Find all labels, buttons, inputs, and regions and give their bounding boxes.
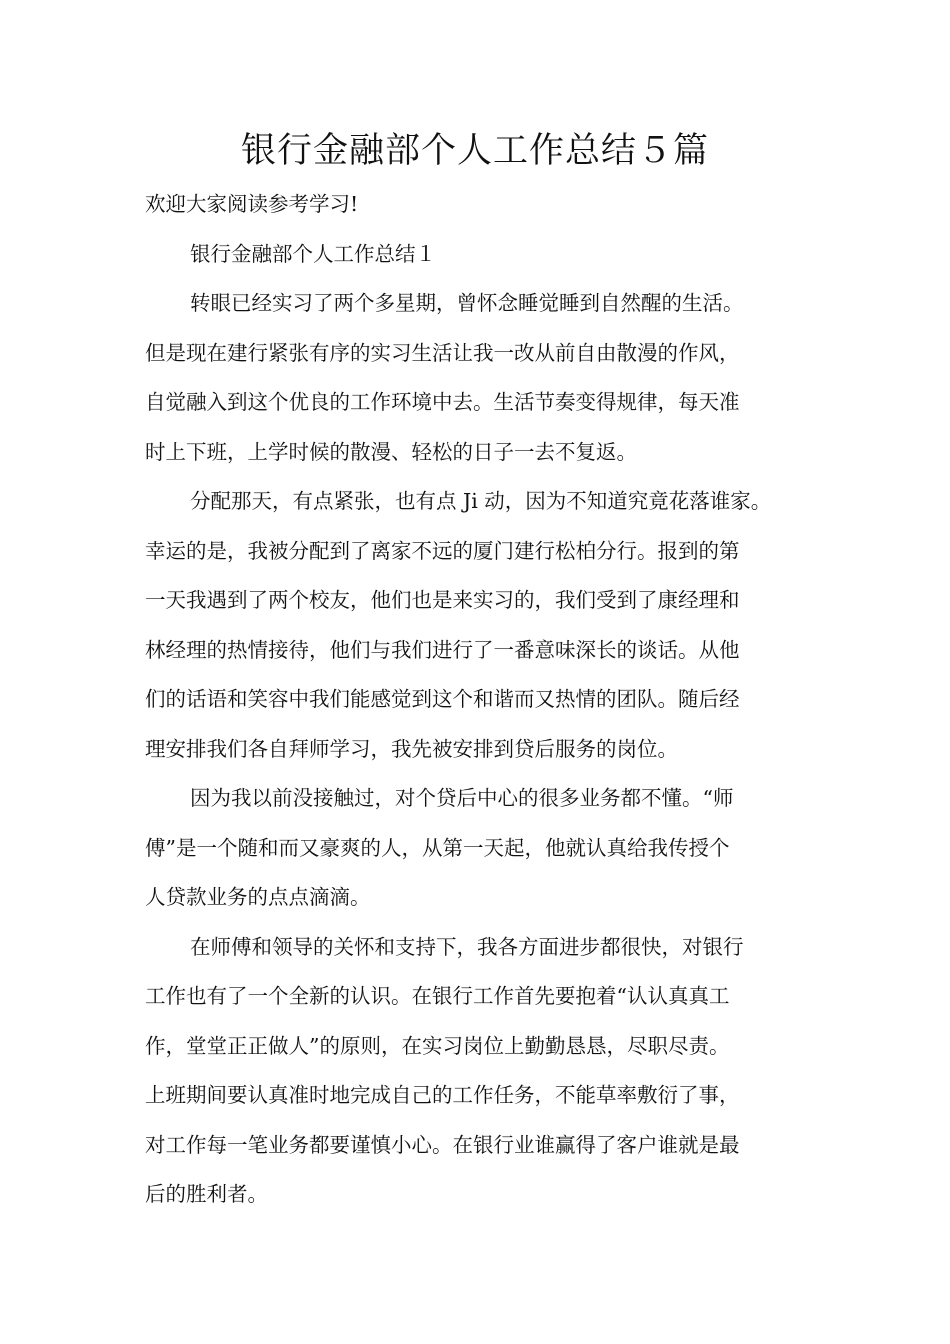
document-body bbox=[145, 180, 825, 1220]
body-line: 对工作每一笔业务都要谨慎小心。在银行业谁赢得了客户谁就是最 bbox=[145, 1132, 740, 1157]
body-line: 一天我遇到了两个校友，他们也是来实习的，我们受到了康经理和 bbox=[145, 588, 740, 612]
body-line: 理安排我们各自拜师学习，我先被安排到贷后服务的岗位。 bbox=[145, 736, 678, 761]
body-line: 欢迎大家阅读参考学习! bbox=[145, 192, 359, 216]
body-line: 傅”是一个随和而又豪爽的人，从第一天起，他就认真给我传授个 bbox=[145, 835, 730, 860]
body-line: 分配那天，有点紧张，也有点 Ji 动，因为不知道究竟花落谁家。 bbox=[190, 489, 772, 513]
body-line: 转眼已经实习了两个多星期，曾怀念睡觉睡到自然醒的生活。 bbox=[190, 291, 744, 315]
body-line: 后的胜利者。 bbox=[145, 1182, 268, 1206]
section-heading: 银行金融部个人工作总结１ bbox=[190, 241, 436, 266]
body-line: 林经理的热情接待，他们与我们进行了一番意味深长的谈话。从他 bbox=[145, 637, 740, 662]
body-line: 作，堂堂正正做人”的原则，在实习岗位上勤勤恳恳，尽职尽责。 bbox=[145, 1033, 730, 1058]
body-line: 自觉融入到这个优良的工作环境中去。生活节奏变得规律，每天准 bbox=[145, 390, 740, 414]
body-line: 上班期间要认真准时地完成自己的工作任务，不能草率敷衍了事， bbox=[145, 1083, 740, 1107]
body-line: 时上下班，上学时候的散漫、轻松的日子一去不复返。 bbox=[145, 439, 637, 464]
body-line: 但是现在建行紧张有序的实习生活让我一改从前自由散漫的作风， bbox=[145, 340, 740, 365]
document-title: 银行金融部个人工作总结５篇 bbox=[240, 131, 709, 171]
body-line: 因为我以前没接触过，对个贷后中心的很多业务都不懂。“师 bbox=[190, 786, 734, 810]
body-line: 在师傅和领导的关怀和支持下，我各方面进步都很快，对银行 bbox=[190, 934, 744, 959]
body-line: 人贷款业务的点点滴滴。 bbox=[145, 885, 371, 909]
body-line: 幸运的是，我被分配到了离家不远的厦门建行松柏分行。报到的第 bbox=[145, 538, 740, 563]
body-line: 们的话语和笑容中我们能感觉到这个和谐而又热情的团队。随后经 bbox=[145, 687, 740, 711]
body-line: 工作也有了一个全新的认识。在银行工作首先要抱着“认认真真工 bbox=[145, 984, 730, 1008]
